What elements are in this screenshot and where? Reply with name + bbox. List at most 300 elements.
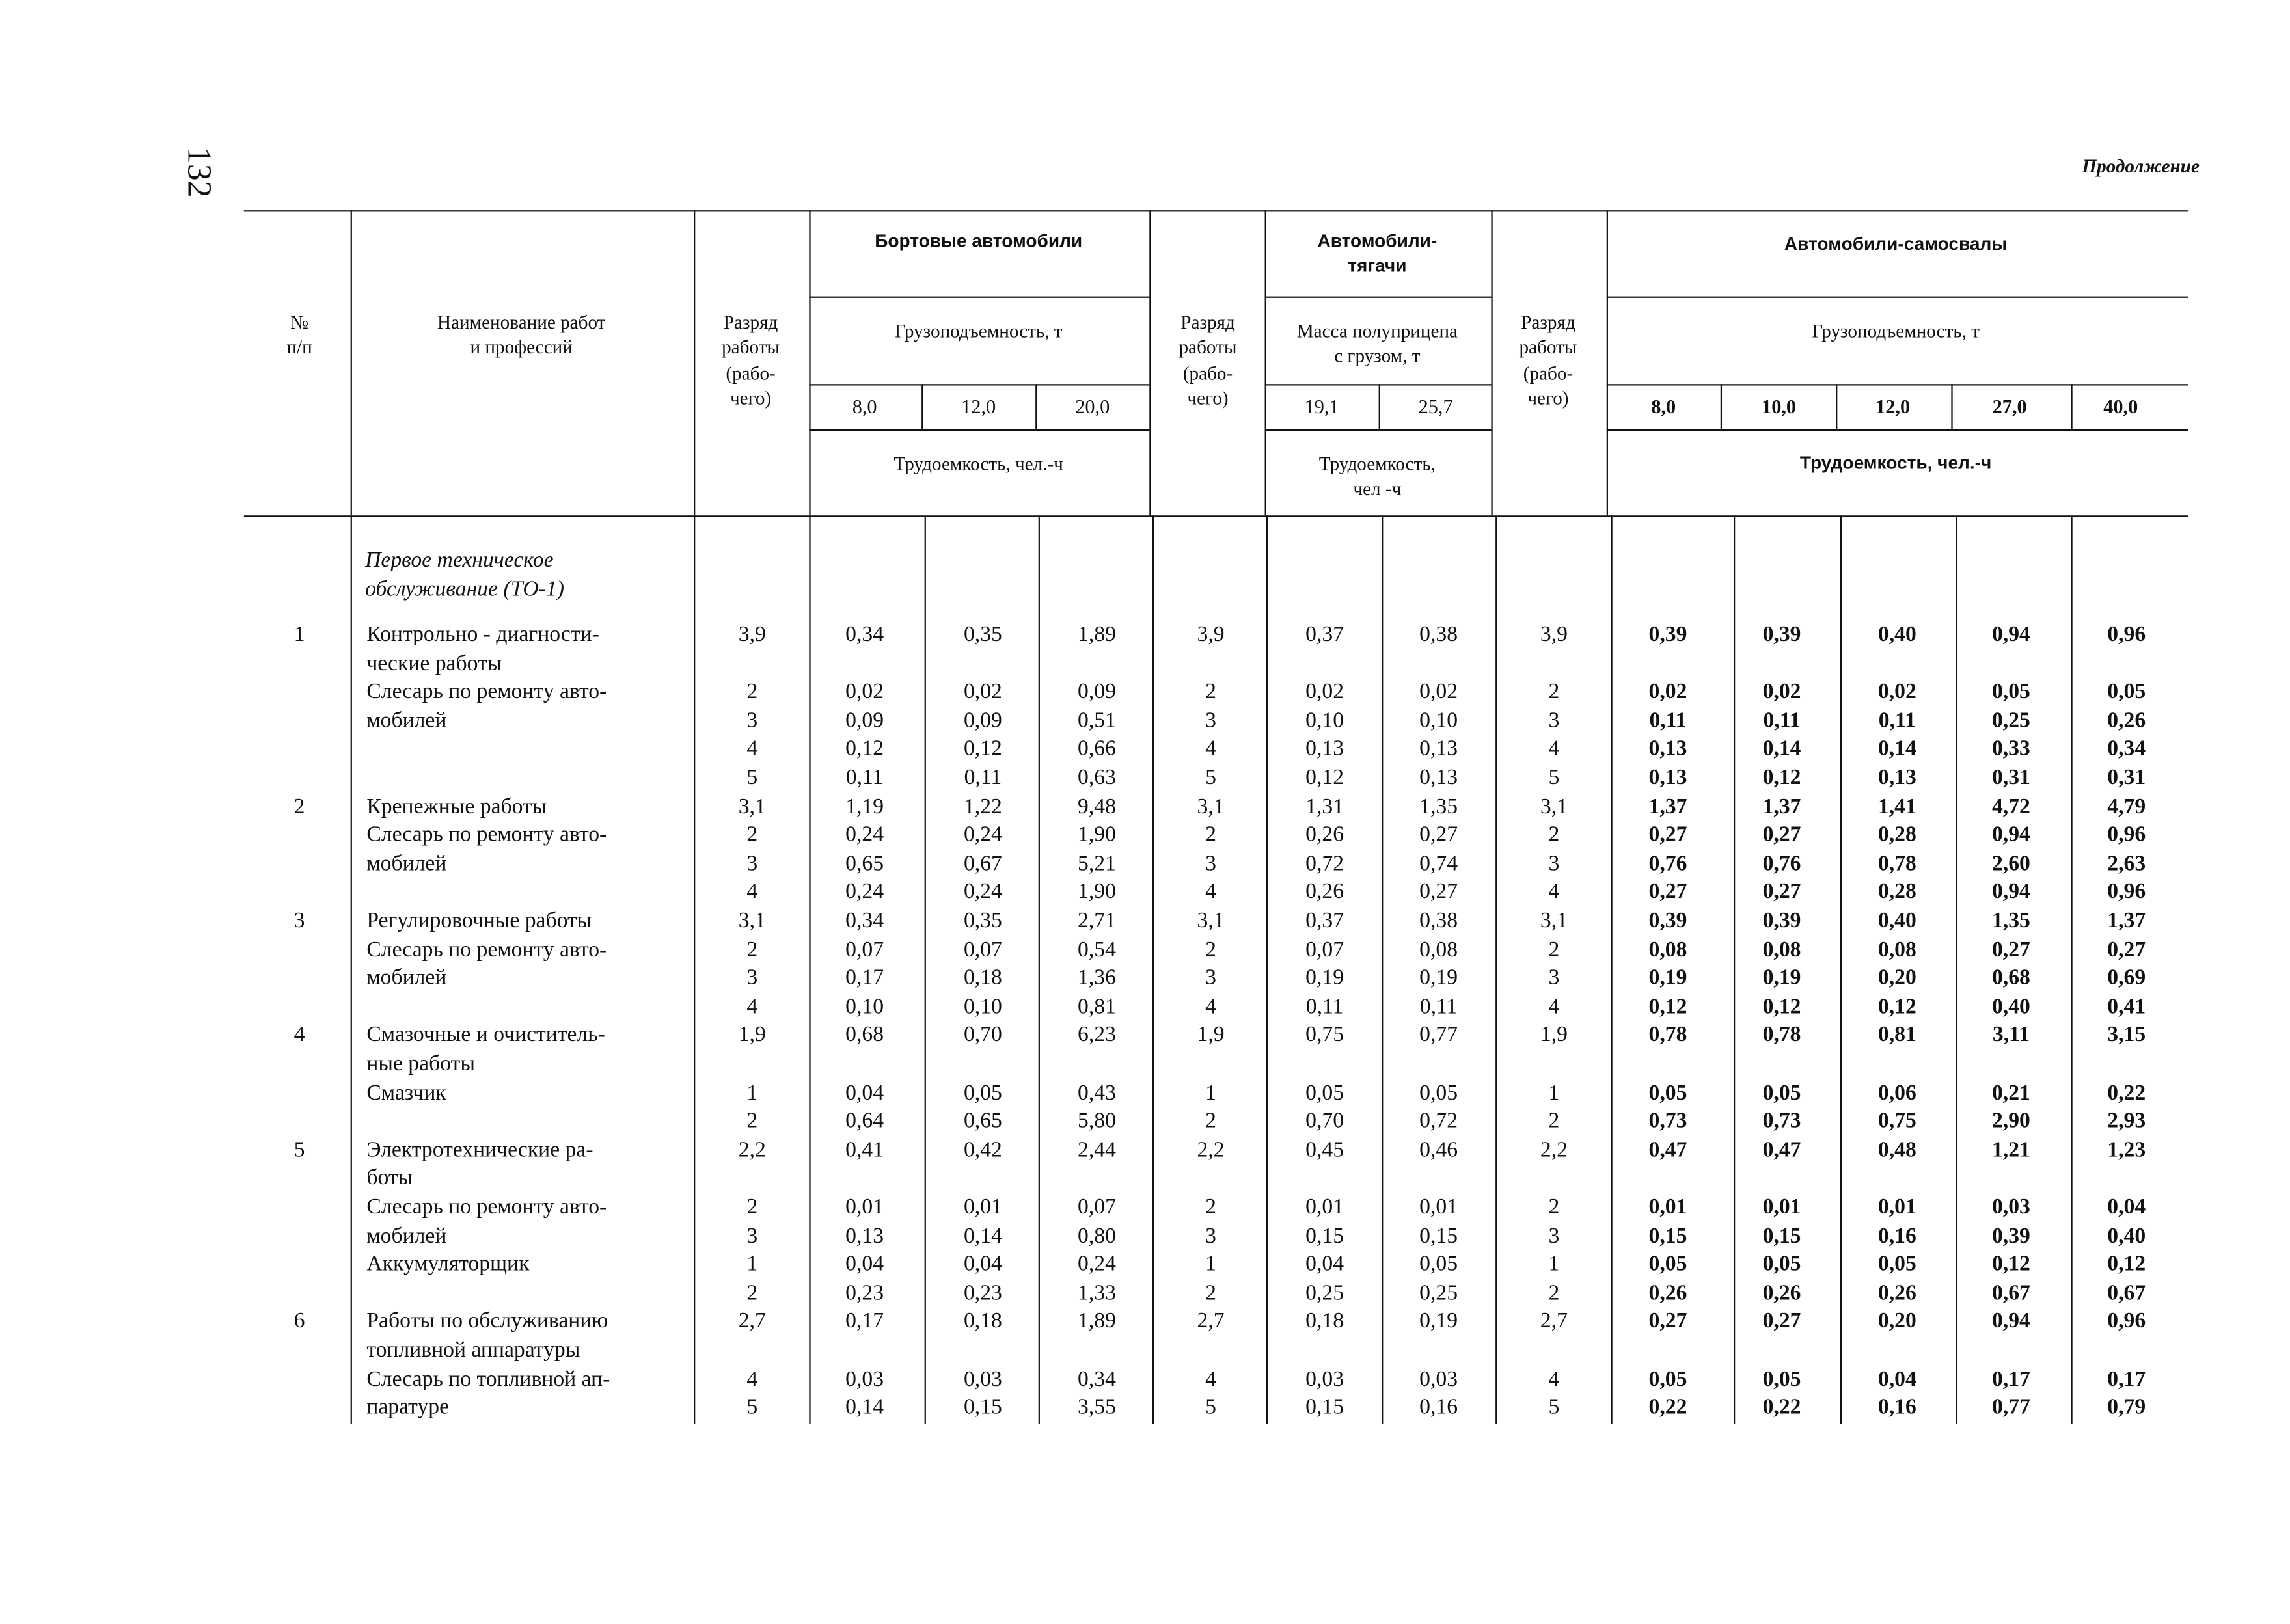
labor-dump: 0,76 bbox=[1648, 852, 1687, 876]
labor-dump: 0,27 bbox=[1648, 1310, 1687, 1334]
labor-dump: 3,15 bbox=[2107, 1024, 2146, 1048]
labor-dump: 0,31 bbox=[2107, 766, 2146, 791]
work-name: ческие работы bbox=[366, 652, 502, 676]
labor-dump: 0,39 bbox=[1991, 1225, 2030, 1248]
labor-flatbed: 0,34 bbox=[845, 910, 884, 934]
labor-dump: 0,79 bbox=[2107, 1396, 2146, 1420]
labor-tractor: 0,19 bbox=[1305, 967, 1344, 991]
labor-tractor: 0,72 bbox=[1305, 852, 1344, 876]
capacity-value: 12,0 bbox=[961, 396, 996, 418]
labor-flatbed: 1,89 bbox=[1078, 623, 1116, 647]
labor-tractor: 0,37 bbox=[1305, 910, 1344, 934]
labor-dump: 0,27 bbox=[1648, 824, 1687, 848]
labor-dump: 0,22 bbox=[1762, 1396, 1801, 1420]
labor-dump: 0,39 bbox=[1762, 623, 1801, 647]
labor-dump: 2,93 bbox=[2107, 1110, 2146, 1133]
rule-vertical bbox=[921, 384, 923, 429]
labor-tractor: 0,27 bbox=[1419, 824, 1458, 848]
rule-vertical bbox=[1607, 210, 1608, 515]
rule-vertical bbox=[1734, 515, 1735, 1424]
grade-tractors: 4 bbox=[1205, 995, 1216, 1020]
group-header-tractors: Автомобили- тягачи bbox=[1317, 230, 1438, 276]
labor-dump: 0,73 bbox=[1762, 1110, 1801, 1133]
labor-dump: 0,20 bbox=[1877, 1310, 1916, 1334]
grade-flatbed: 3 bbox=[746, 1225, 758, 1248]
grade-dump: 1,9 bbox=[1540, 1024, 1568, 1048]
labor-flatbed: 0,63 bbox=[1078, 766, 1116, 791]
rule-vertical bbox=[694, 515, 695, 1424]
work-name: Слесарь по ремонту авто- bbox=[366, 824, 607, 848]
labor-dump: 0,04 bbox=[1877, 1367, 1916, 1391]
labor-flatbed: 0,12 bbox=[845, 738, 884, 762]
rule-horizontal bbox=[244, 210, 2188, 211]
work-name: Электротехнические ра- bbox=[366, 1139, 593, 1163]
labor-flatbed: 0,24 bbox=[845, 824, 884, 848]
labor-flatbed: 0,24 bbox=[963, 881, 1002, 905]
labor-dump: 0,26 bbox=[1877, 1282, 1916, 1305]
labor-dump: 0,68 bbox=[1991, 967, 2030, 991]
rule-horizontal bbox=[809, 384, 1149, 385]
grade-tractors: 3 bbox=[1205, 967, 1216, 991]
labor-tractor: 0,38 bbox=[1419, 623, 1458, 647]
grade-tractors: 3,9 bbox=[1197, 623, 1225, 647]
labor-flatbed: 0,07 bbox=[963, 938, 1002, 962]
labor-tractor: 0,46 bbox=[1419, 1139, 1458, 1163]
labor-flatbed: 0,35 bbox=[963, 623, 1002, 647]
labor-dump: 0,27 bbox=[2107, 938, 2146, 962]
continuation-label: Продолжение bbox=[2082, 154, 2200, 177]
labor-dump: 0,40 bbox=[1991, 995, 2030, 1020]
grade-dump: 3,1 bbox=[1540, 795, 1568, 819]
grade-dump: 4 bbox=[1548, 738, 1560, 762]
labor-dump: 4,79 bbox=[2107, 795, 2146, 819]
labor-flatbed: 0,04 bbox=[845, 1081, 884, 1105]
labor-dump: 0,17 bbox=[1991, 1367, 2030, 1391]
labor-flatbed: 0,35 bbox=[963, 910, 1002, 934]
capacity-value: 20,0 bbox=[1075, 396, 1110, 418]
labor-flatbed: 0,05 bbox=[963, 1081, 1002, 1105]
labor-dump: 1,37 bbox=[1648, 795, 1687, 819]
grade-dump: 4 bbox=[1548, 1367, 1560, 1391]
capacity-value: 27,0 bbox=[1992, 396, 2027, 418]
labor-dump: 0,76 bbox=[1762, 852, 1801, 876]
work-name: мобилей bbox=[366, 709, 447, 733]
labor-flatbed: 0,18 bbox=[963, 1310, 1002, 1334]
labor-dump: 0,78 bbox=[1648, 1024, 1687, 1048]
labor-dump: 0,14 bbox=[1762, 738, 1801, 762]
labor-dump: 0,02 bbox=[1648, 681, 1687, 705]
grade-tractors: 4 bbox=[1205, 738, 1216, 762]
labor-dump: 0,40 bbox=[1877, 910, 1916, 934]
grade-tractors: 2 bbox=[1205, 938, 1216, 962]
grade-dump: 4 bbox=[1548, 881, 1560, 905]
rule-horizontal bbox=[809, 429, 1149, 431]
grade-dump: 2,7 bbox=[1540, 1310, 1568, 1334]
labor-dump: 0,40 bbox=[2107, 1225, 2146, 1248]
labor-dump: 0,27 bbox=[1762, 1310, 1801, 1334]
labor-dump: 0,05 bbox=[1648, 1081, 1687, 1105]
grade-flatbed: 3 bbox=[746, 967, 758, 991]
labor-flatbed: 0,11 bbox=[845, 766, 884, 791]
labor-tractor: 1,35 bbox=[1419, 795, 1458, 819]
grade-flatbed: 5 bbox=[746, 766, 758, 791]
col-header-grade-dump: Разряд работы (рабо- чего) bbox=[1519, 311, 1577, 409]
labor-dump: 0,11 bbox=[1878, 709, 1916, 733]
work-name: паратуре bbox=[366, 1396, 450, 1420]
labor-flatbed: 5,21 bbox=[1078, 852, 1116, 876]
grade-dump: 2 bbox=[1548, 1196, 1560, 1219]
grade-dump: 4 bbox=[1548, 995, 1560, 1020]
labor-flatbed: 0,01 bbox=[963, 1196, 1002, 1219]
work-name: ные работы bbox=[366, 1053, 475, 1077]
labor-flatbed: 0,41 bbox=[845, 1139, 884, 1163]
labor-flatbed: 0,23 bbox=[963, 1282, 1002, 1305]
labor-dump: 0,40 bbox=[1877, 623, 1916, 647]
labor-flatbed: 1,89 bbox=[1078, 1310, 1116, 1334]
labor-dump: 0,11 bbox=[1763, 709, 1801, 733]
labor-tractor: 0,08 bbox=[1419, 938, 1458, 962]
grade-tractors: 4 bbox=[1205, 881, 1216, 905]
labor-flatbed: 0,24 bbox=[1078, 1253, 1116, 1277]
work-name: Смазчик bbox=[366, 1081, 446, 1105]
labor-dump: 0,05 bbox=[1991, 681, 2030, 705]
labor-tractor: 0,15 bbox=[1305, 1225, 1344, 1248]
labor-tractor: 0,75 bbox=[1305, 1024, 1344, 1048]
labor-tractor: 0,25 bbox=[1305, 1282, 1344, 1305]
rule-vertical bbox=[351, 515, 352, 1424]
labor-flatbed: 0,07 bbox=[845, 938, 884, 962]
capacity-value: 19,1 bbox=[1304, 396, 1339, 418]
row-number: 1 bbox=[293, 623, 305, 647]
labor-dump: 2,60 bbox=[1991, 852, 2030, 876]
grade-dump: 3,1 bbox=[1540, 910, 1568, 934]
row-number: 5 bbox=[293, 1139, 305, 1163]
labor-tractor: 0,13 bbox=[1305, 738, 1344, 762]
rule-vertical bbox=[1836, 384, 1837, 429]
rule-horizontal bbox=[244, 515, 2188, 517]
labor-tractor: 0,02 bbox=[1305, 681, 1344, 705]
labor-flatbed: 0,43 bbox=[1078, 1081, 1116, 1105]
grade-tractors: 3,1 bbox=[1197, 910, 1225, 934]
rule-horizontal bbox=[1265, 384, 1492, 385]
work-name: Крепежные работы bbox=[366, 795, 547, 819]
labor-tractor: 0,04 bbox=[1305, 1253, 1344, 1277]
labor-dump: 0,96 bbox=[2107, 1310, 2146, 1334]
labor-dump: 1,37 bbox=[2107, 910, 2146, 934]
labor-flatbed: 0,67 bbox=[963, 852, 1002, 876]
labor-flatbed: 0,07 bbox=[1078, 1196, 1116, 1219]
labor-dump: 0,26 bbox=[1648, 1282, 1687, 1305]
labor-dump: 0,01 bbox=[1762, 1196, 1801, 1219]
labor-flatbed: 0,80 bbox=[1078, 1225, 1116, 1248]
grade-tractors: 5 bbox=[1205, 1396, 1216, 1420]
labor-flatbed: 0,65 bbox=[845, 852, 884, 876]
labor-dump: 0,27 bbox=[1762, 824, 1801, 848]
grade-dump: 3 bbox=[1548, 967, 1560, 991]
grade-flatbed: 2 bbox=[746, 1110, 758, 1133]
labor-dump: 4,72 bbox=[1991, 795, 2030, 819]
labor-tractor: 0,37 bbox=[1305, 623, 1344, 647]
labor-dump: 0,06 bbox=[1877, 1081, 1916, 1105]
labor-dump: 0,78 bbox=[1877, 852, 1916, 876]
labor-flatbed: 0,11 bbox=[964, 766, 1002, 791]
rule-vertical bbox=[694, 210, 695, 515]
grade-flatbed: 2 bbox=[746, 938, 758, 962]
labor-flatbed: 0,03 bbox=[845, 1367, 884, 1391]
subheader-labor-tractors: Трудоемкость, чел -ч bbox=[1318, 452, 1436, 500]
subheader-capacity-dump: Грузоподъемность, т bbox=[1812, 319, 1980, 342]
labor-dump: 0,02 bbox=[1762, 681, 1801, 705]
group-header-dump: Автомобили-самосвалы bbox=[1784, 234, 2008, 254]
labor-flatbed: 0,17 bbox=[845, 1310, 884, 1334]
rule-vertical bbox=[1951, 384, 1952, 429]
labor-tractor: 0,19 bbox=[1419, 967, 1458, 991]
grade-tractors: 3,1 bbox=[1197, 795, 1225, 819]
labor-dump: 0,67 bbox=[2107, 1282, 2146, 1305]
labor-tractor: 0,15 bbox=[1305, 1396, 1344, 1420]
labor-tractor: 0,74 bbox=[1419, 852, 1458, 876]
work-name: Слесарь по ремонту авто- bbox=[366, 938, 607, 962]
labor-dump: 0,19 bbox=[1648, 967, 1687, 991]
grade-tractors: 2 bbox=[1205, 1282, 1216, 1305]
grade-dump: 2 bbox=[1548, 681, 1560, 705]
labor-dump: 0,94 bbox=[1991, 824, 2030, 848]
labor-dump: 0,16 bbox=[1877, 1225, 1916, 1248]
labor-tractor: 0,19 bbox=[1419, 1310, 1458, 1334]
labor-flatbed: 0,09 bbox=[845, 709, 884, 733]
subheader-capacity-flatbed: Грузоподъемность, т bbox=[894, 319, 1063, 342]
labor-flatbed: 0,68 bbox=[845, 1024, 884, 1048]
rule-vertical bbox=[1491, 210, 1492, 515]
row-number: 3 bbox=[293, 910, 305, 934]
grade-flatbed: 4 bbox=[746, 995, 758, 1020]
labor-dump: 0,81 bbox=[1877, 1024, 1916, 1048]
rule-horizontal bbox=[1265, 429, 1492, 431]
labor-flatbed: 0,70 bbox=[963, 1024, 1002, 1048]
labor-dump: 0,78 bbox=[1762, 1024, 1801, 1048]
labor-flatbed: 0,09 bbox=[1078, 681, 1116, 705]
labor-tractor: 0,15 bbox=[1419, 1225, 1458, 1248]
labor-dump: 1,23 bbox=[2107, 1139, 2146, 1163]
labor-dump: 0,48 bbox=[1877, 1139, 1916, 1163]
group-header-flatbed: Бортовые автомобили bbox=[875, 230, 1083, 252]
labor-dump: 0,96 bbox=[2107, 881, 2146, 905]
labor-dump: 0,19 bbox=[1762, 967, 1801, 991]
grade-tractors: 1,9 bbox=[1197, 1024, 1225, 1048]
capacity-value: 40,0 bbox=[2103, 396, 2138, 418]
labor-flatbed: 5,80 bbox=[1078, 1110, 1116, 1133]
labor-flatbed: 9,48 bbox=[1078, 795, 1116, 819]
labor-flatbed: 0,65 bbox=[963, 1110, 1002, 1133]
work-name: Контрольно - диагности- bbox=[366, 623, 599, 647]
labor-flatbed: 1,36 bbox=[1078, 967, 1116, 991]
labor-dump: 0,96 bbox=[2107, 824, 2146, 848]
col-header-number: № п/п bbox=[286, 311, 312, 359]
work-name: Слесарь по ремонту авто- bbox=[366, 681, 607, 705]
labor-dump: 0,27 bbox=[1648, 881, 1687, 905]
labor-flatbed: 0,02 bbox=[845, 681, 884, 705]
labor-dump: 0,04 bbox=[2107, 1196, 2146, 1219]
labor-tractor: 1,31 bbox=[1305, 795, 1344, 819]
labor-flatbed: 0,34 bbox=[845, 623, 884, 647]
grade-flatbed: 3,1 bbox=[738, 795, 766, 819]
labor-dump: 1,35 bbox=[1991, 910, 2030, 934]
labor-tractor: 0,13 bbox=[1419, 766, 1458, 791]
capacity-value: 10,0 bbox=[1762, 396, 1797, 418]
work-name: топливной аппаратуры bbox=[366, 1339, 580, 1362]
rule-vertical bbox=[1152, 515, 1154, 1424]
labor-tractor: 0,05 bbox=[1419, 1253, 1458, 1277]
rule-vertical bbox=[1956, 515, 1957, 1424]
grade-dump: 3,9 bbox=[1540, 623, 1568, 647]
grade-flatbed: 1 bbox=[746, 1081, 758, 1105]
grade-flatbed: 2 bbox=[746, 681, 758, 705]
labor-dump: 0,39 bbox=[1762, 910, 1801, 934]
row-number: 6 bbox=[293, 1310, 305, 1334]
labor-flatbed: 0,81 bbox=[1078, 995, 1116, 1020]
work-name: мобилей bbox=[366, 967, 447, 991]
rule-horizontal bbox=[1607, 297, 2188, 298]
labor-dump: 0,22 bbox=[1648, 1396, 1687, 1420]
page-number: 132 bbox=[181, 147, 218, 198]
labor-flatbed: 6,23 bbox=[1078, 1024, 1116, 1048]
labor-flatbed: 1,22 bbox=[963, 795, 1002, 819]
work-name: Слесарь по ремонту авто- bbox=[366, 1196, 607, 1219]
col-header-grade-tractors: Разряд работы (рабо- чего) bbox=[1179, 311, 1237, 409]
rule-horizontal bbox=[809, 297, 1149, 298]
labor-flatbed: 0,09 bbox=[963, 709, 1002, 733]
labor-dump: 0,08 bbox=[1877, 938, 1916, 962]
labor-dump: 0,73 bbox=[1648, 1110, 1687, 1133]
rule-horizontal bbox=[1607, 384, 2188, 385]
work-name: боты bbox=[366, 1167, 413, 1191]
labor-flatbed: 0,01 bbox=[845, 1196, 884, 1219]
grade-tractors: 4 bbox=[1205, 1367, 1216, 1391]
labor-dump: 0,34 bbox=[2107, 738, 2146, 762]
labor-tractor: 0,45 bbox=[1305, 1139, 1344, 1163]
rule-vertical bbox=[1379, 384, 1380, 429]
grade-dump: 2 bbox=[1548, 824, 1560, 848]
work-name: Смазочные и очиститель- bbox=[366, 1024, 605, 1048]
grade-dump: 2 bbox=[1548, 1110, 1560, 1133]
labor-flatbed: 0,14 bbox=[845, 1396, 884, 1420]
subheader-semitrailer-mass: Масса полуприцепа с грузом, т bbox=[1296, 319, 1458, 367]
labor-dump: 0,28 bbox=[1877, 881, 1916, 905]
labor-dump: 0,08 bbox=[1762, 938, 1801, 962]
grade-dump: 2 bbox=[1548, 938, 1560, 962]
labor-flatbed: 0,18 bbox=[963, 967, 1002, 991]
labor-tractor: 0,18 bbox=[1305, 1310, 1344, 1334]
grade-tractors: 2,7 bbox=[1197, 1310, 1225, 1334]
labor-flatbed: 0,54 bbox=[1078, 938, 1116, 962]
labor-dump: 0,22 bbox=[2107, 1081, 2146, 1105]
rule-horizontal bbox=[1607, 429, 2188, 431]
grade-flatbed: 4 bbox=[746, 738, 758, 762]
labor-dump: 0,27 bbox=[1762, 881, 1801, 905]
labor-flatbed: 0,51 bbox=[1078, 709, 1116, 733]
grade-dump: 3 bbox=[1548, 852, 1560, 876]
capacity-value: 8,0 bbox=[1651, 396, 1676, 418]
rule-vertical bbox=[351, 210, 352, 515]
labor-dump: 2,63 bbox=[2107, 852, 2146, 876]
labor-flatbed: 0,10 bbox=[963, 995, 1002, 1020]
subheader-labor-dump: Трудоемкость, чел.-ч bbox=[1799, 452, 1992, 474]
labor-tractor: 0,03 bbox=[1419, 1367, 1458, 1391]
labor-dump: 0,05 bbox=[1762, 1367, 1801, 1391]
grade-flatbed: 3,1 bbox=[738, 910, 766, 934]
rule-vertical bbox=[1265, 210, 1266, 515]
labor-dump: 1,21 bbox=[1991, 1139, 2030, 1163]
rule-vertical bbox=[1266, 515, 1268, 1424]
grade-flatbed: 5 bbox=[746, 1396, 758, 1420]
labor-tractor: 0,26 bbox=[1305, 881, 1344, 905]
labor-dump: 0,14 bbox=[1877, 738, 1916, 762]
labor-tractor: 0,10 bbox=[1305, 709, 1344, 733]
labor-dump: 0,12 bbox=[1877, 995, 1916, 1020]
grade-dump: 5 bbox=[1548, 1396, 1560, 1420]
labor-tractor: 0,12 bbox=[1305, 766, 1344, 791]
labor-dump: 0,39 bbox=[1648, 910, 1687, 934]
labor-flatbed: 0,64 bbox=[845, 1110, 884, 1133]
labor-tractor: 0,11 bbox=[1305, 995, 1344, 1020]
grade-flatbed: 3 bbox=[746, 709, 758, 733]
rule-vertical bbox=[2071, 515, 2072, 1424]
labor-dump: 0,25 bbox=[1991, 709, 2030, 733]
labor-tractor: 0,38 bbox=[1419, 910, 1458, 934]
labor-flatbed: 0,13 bbox=[845, 1225, 884, 1248]
labor-flatbed: 0,12 bbox=[963, 738, 1002, 762]
grade-dump: 2,2 bbox=[1540, 1139, 1568, 1163]
labor-dump: 0,77 bbox=[1991, 1396, 2030, 1420]
labor-dump: 0,03 bbox=[1991, 1196, 2030, 1219]
labor-flatbed: 0,04 bbox=[845, 1253, 884, 1277]
rule-vertical bbox=[925, 515, 926, 1424]
grade-flatbed: 1,9 bbox=[738, 1024, 766, 1048]
grade-dump: 3 bbox=[1548, 1225, 1560, 1248]
labor-dump: 0,28 bbox=[1877, 824, 1916, 848]
grade-flatbed: 4 bbox=[746, 881, 758, 905]
row-number: 2 bbox=[293, 795, 305, 819]
labor-dump: 0,33 bbox=[1991, 738, 2030, 762]
labor-flatbed: 0,66 bbox=[1078, 738, 1116, 762]
labor-tractor: 0,26 bbox=[1305, 824, 1344, 848]
labor-tractor: 0,11 bbox=[1419, 995, 1458, 1020]
labor-dump: 0,94 bbox=[1991, 623, 2030, 647]
grade-flatbed: 2 bbox=[746, 1282, 758, 1305]
labor-tractor: 0,16 bbox=[1419, 1396, 1458, 1420]
labor-dump: 0,08 bbox=[1648, 938, 1687, 962]
labor-dump: 0,05 bbox=[1762, 1081, 1801, 1105]
rule-vertical bbox=[2071, 384, 2072, 429]
grade-flatbed: 2,7 bbox=[738, 1310, 766, 1334]
work-name: Аккумуляторщик bbox=[366, 1253, 530, 1277]
grade-tractors: 1 bbox=[1205, 1081, 1216, 1105]
capacity-value: 25,7 bbox=[1418, 396, 1453, 418]
labor-flatbed: 0,04 bbox=[963, 1253, 1002, 1277]
grade-flatbed: 2 bbox=[746, 824, 758, 848]
labor-dump: 0,47 bbox=[1762, 1139, 1801, 1163]
row-number: 4 bbox=[293, 1024, 305, 1048]
labor-dump: 0,01 bbox=[1877, 1196, 1916, 1219]
labor-dump: 0,41 bbox=[2107, 995, 2146, 1020]
labor-dump: 3,11 bbox=[1992, 1024, 2030, 1048]
labor-tractor: 0,05 bbox=[1305, 1081, 1344, 1105]
grade-dump: 1 bbox=[1548, 1253, 1560, 1277]
labor-dump: 0,21 bbox=[1991, 1081, 2030, 1105]
labor-flatbed: 0,02 bbox=[963, 681, 1002, 705]
grade-tractors: 2 bbox=[1205, 824, 1216, 848]
labor-dump: 0,67 bbox=[1991, 1282, 2030, 1305]
